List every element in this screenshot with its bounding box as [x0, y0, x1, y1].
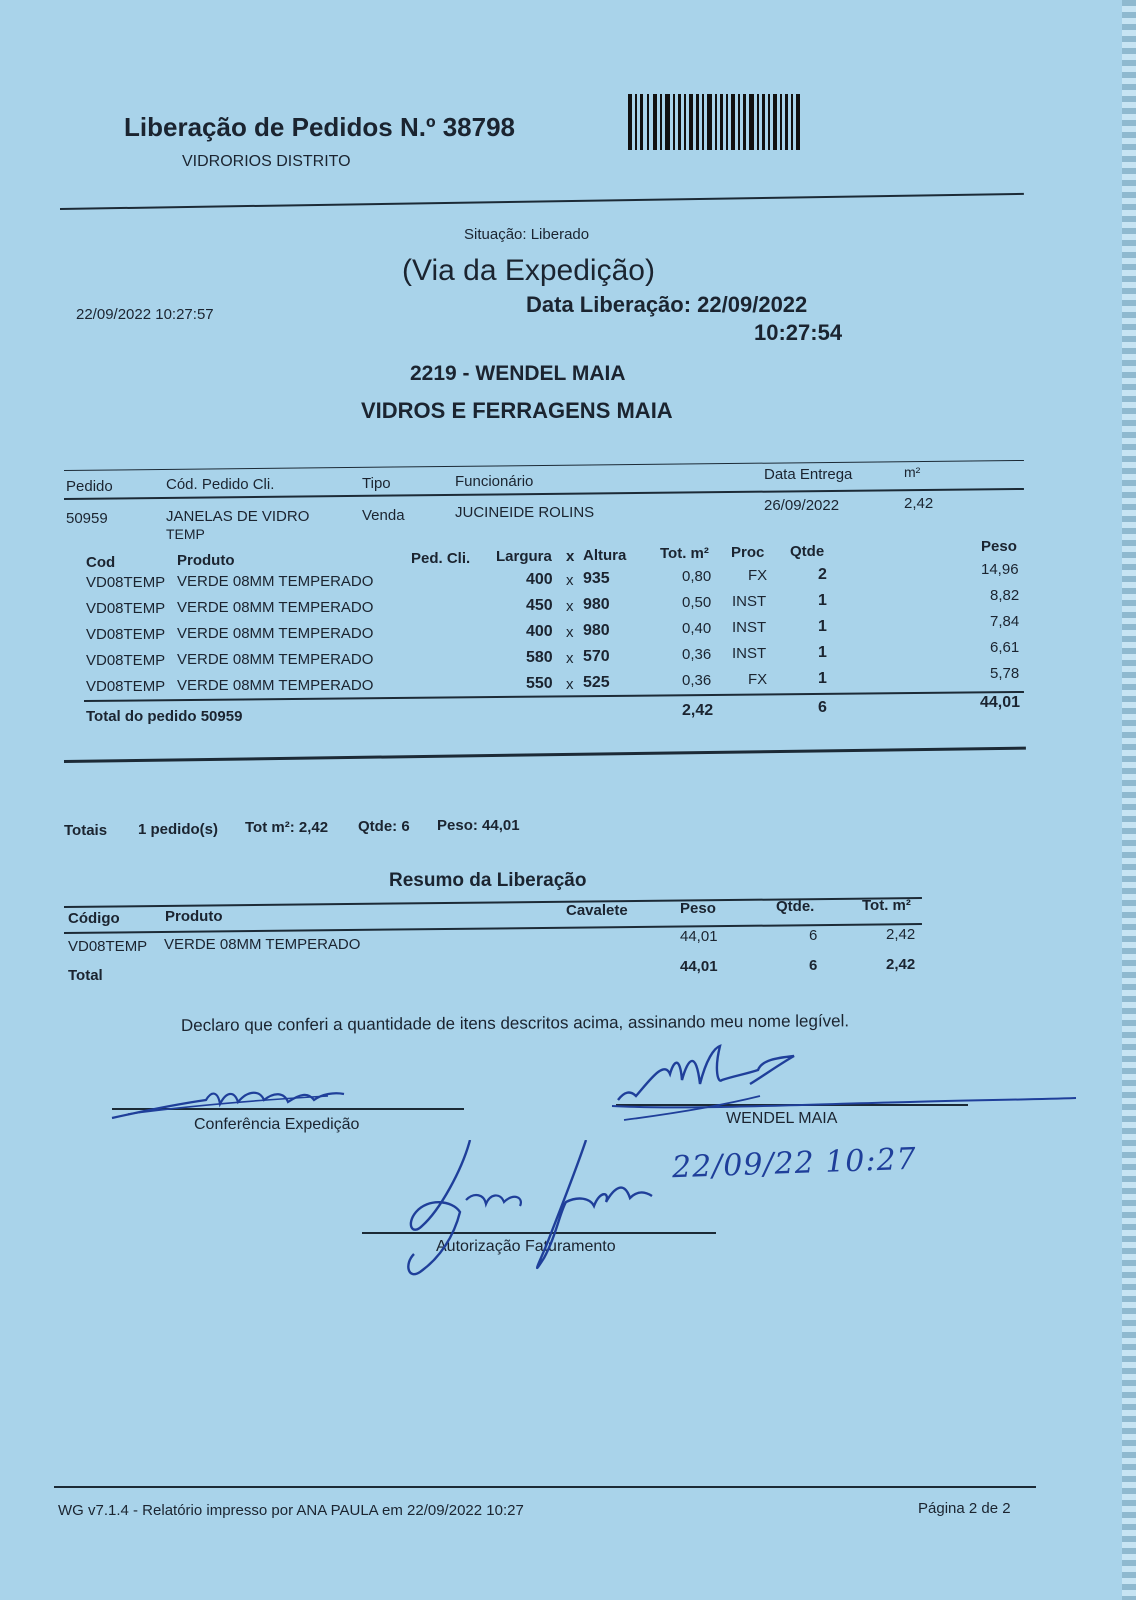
item-altura: 525	[583, 674, 610, 691]
document-title: Liberação de Pedidos N.º 38798	[124, 112, 515, 142]
item-largura: 400	[526, 571, 553, 588]
item-x: x	[566, 598, 574, 615]
declaration-text: Declaro que conferi a quantidade de itens descritos acima, assinando meu nome legível.	[180, 1011, 850, 1035]
order-client-ref-cont: TEMP	[166, 526, 205, 542]
items-col-tot-m2: Tot. m²	[660, 545, 709, 562]
item-proc: INST	[732, 645, 767, 662]
item-produto: VERDE 08MM TEMPERADO	[177, 573, 374, 590]
item-cod: VD08TEMP	[86, 600, 166, 617]
handwritten-signature-autorizacao	[400, 1140, 660, 1280]
item-cod: VD08TEMP	[86, 652, 166, 669]
item-largura: 580	[526, 649, 553, 666]
col-tipo: Tipo	[362, 475, 391, 492]
summary-peso: 44,01	[680, 928, 718, 945]
summary-col-codigo: Código	[68, 910, 120, 927]
summary-codigo: VD08TEMP	[68, 938, 148, 955]
order-total-label: Total do pedido 50959	[86, 708, 243, 725]
status-text: Situação: Liberado	[464, 226, 590, 243]
item-proc: FX	[748, 567, 768, 584]
col-cod-pedido-cli: Cód. Pedido Cli.	[166, 476, 275, 493]
handwritten-signature-conferencia	[108, 1080, 348, 1124]
divider	[64, 460, 1024, 471]
totals-m2: Tot m²: 2,42	[245, 819, 329, 836]
totals-qtde: Qtde: 6	[358, 818, 410, 835]
item-qtde: 1	[818, 592, 827, 609]
col-pedido: Pedido	[66, 478, 113, 495]
item-tot-m2: 0,40	[682, 620, 712, 637]
item-tot-m2: 0,36	[682, 646, 712, 663]
divider	[64, 747, 1026, 763]
item-altura: 570	[583, 648, 610, 665]
items-col-cod: Cod	[86, 554, 116, 571]
totals-orders: 1 pedido(s)	[138, 821, 219, 838]
summary-total-qtde: 6	[809, 957, 818, 974]
item-produto: VERDE 08MM TEMPERADO	[177, 599, 374, 616]
paper-edge	[1122, 0, 1136, 1600]
signature-label-conferencia: Conferência Expedição	[194, 1116, 360, 1133]
items-col-altura: Altura	[583, 547, 627, 564]
summary-total-tot-m2: 2,42	[886, 956, 916, 973]
client-name: 2219 - WENDEL MAIA	[410, 362, 626, 385]
summary-col-peso: Peso	[680, 900, 716, 917]
item-proc: FX	[748, 671, 768, 688]
col-m2: m²	[904, 464, 921, 480]
signature-label-client: WENDEL MAIA	[726, 1110, 838, 1127]
items-col-produto: Produto	[177, 552, 235, 569]
item-cod: VD08TEMP	[86, 678, 166, 695]
handwritten-signature-client	[610, 1040, 1080, 1130]
release-date: Data Liberação: 22/09/2022	[526, 292, 808, 317]
item-qtde: 1	[818, 670, 827, 687]
items-col-peso: Peso	[981, 538, 1017, 555]
item-altura: 980	[583, 596, 610, 613]
summary-total-peso: 44,01	[680, 958, 718, 975]
summary-title: Resumo da Liberação	[389, 870, 587, 891]
item-largura: 550	[526, 675, 553, 692]
item-tot-m2: 0,50	[682, 594, 712, 611]
release-time: 10:27:54	[754, 320, 843, 345]
item-cod: VD08TEMP	[86, 574, 166, 591]
footer-divider	[54, 1486, 1036, 1488]
item-altura: 980	[583, 622, 610, 639]
order-total-m2: 2,42	[682, 702, 714, 719]
order-client-ref: JANELAS DE VIDRO	[166, 508, 310, 525]
client-company: VIDROS E FERRAGENS MAIA	[361, 398, 673, 423]
item-qtde: 1	[818, 644, 827, 661]
item-proc: INST	[732, 619, 767, 636]
item-qtde: 1	[818, 618, 827, 635]
order-number: 50959	[66, 510, 108, 527]
item-tot-m2: 0,80	[682, 568, 712, 585]
page-number: Página 2 de 2	[918, 1500, 1011, 1517]
items-col-largura: Largura	[496, 548, 552, 565]
order-type: Venda	[362, 507, 405, 524]
col-data-entrega: Data Entrega	[764, 466, 853, 483]
footer-print-info: WG v7.1.4 - Relatório impresso por ANA PAULA em 22/09/2022 10:27	[58, 1502, 524, 1519]
summary-col-qtde: Qtde.	[776, 898, 815, 915]
item-x: x	[566, 676, 574, 693]
summary-produto: VERDE 08MM TEMPERADO	[164, 936, 361, 953]
items-col-qtde: Qtde	[790, 543, 825, 560]
item-peso: 8,82	[990, 587, 1020, 604]
items-col-ped-cli: Ped. Cli.	[411, 550, 471, 567]
item-cod: VD08TEMP	[86, 626, 166, 643]
item-produto: VERDE 08MM TEMPERADO	[177, 677, 374, 694]
signature-label-autorizacao: Autorização Faturamento	[436, 1238, 616, 1255]
summary-col-cavalete: Cavalete	[566, 902, 628, 919]
printed-timestamp: 22/09/2022 10:27:57	[76, 306, 214, 323]
handwritten-date: 22/09/22 10:27	[671, 1141, 918, 1186]
item-x: x	[566, 572, 574, 589]
item-peso: 5,78	[990, 665, 1020, 682]
item-largura: 400	[526, 623, 553, 640]
item-peso: 6,61	[990, 639, 1020, 656]
items-col-proc: Proc	[731, 544, 765, 561]
barcode	[628, 94, 800, 150]
item-produto: VERDE 08MM TEMPERADO	[177, 651, 374, 668]
col-funcionario: Funcionário	[455, 473, 534, 490]
summary-col-produto: Produto	[165, 908, 223, 925]
summary-qtde: 6	[809, 927, 818, 944]
order-total-peso: 44,01	[980, 694, 1021, 711]
item-peso: 14,96	[981, 561, 1019, 578]
totals-label: Totais	[64, 822, 108, 839]
company-name: VIDRORIOS DISTRITO	[182, 153, 351, 170]
item-qtde: 2	[818, 566, 827, 583]
item-proc: INST	[732, 593, 767, 610]
summary-total-label: Total	[68, 967, 103, 984]
item-produto: VERDE 08MM TEMPERADO	[177, 625, 374, 642]
item-largura: 450	[526, 597, 553, 614]
totals-peso: Peso: 44,01	[437, 817, 520, 834]
item-tot-m2: 0,36	[682, 672, 712, 689]
item-altura: 935	[583, 570, 610, 587]
order-total-qtde: 6	[818, 699, 827, 716]
copy-type: (Via da Expedição)	[402, 254, 655, 287]
item-x: x	[566, 650, 574, 667]
summary-col-tot-m2: Tot. m²	[862, 897, 911, 914]
item-x: x	[566, 624, 574, 641]
order-m2: 2,42	[904, 495, 934, 512]
items-col-x: x	[566, 548, 575, 565]
order-employee: JUCINEIDE ROLINS	[455, 504, 595, 521]
summary-tot-m2: 2,42	[886, 926, 916, 943]
divider	[60, 193, 1024, 210]
order-delivery-date: 26/09/2022	[764, 497, 840, 514]
item-peso: 7,84	[990, 613, 1020, 630]
